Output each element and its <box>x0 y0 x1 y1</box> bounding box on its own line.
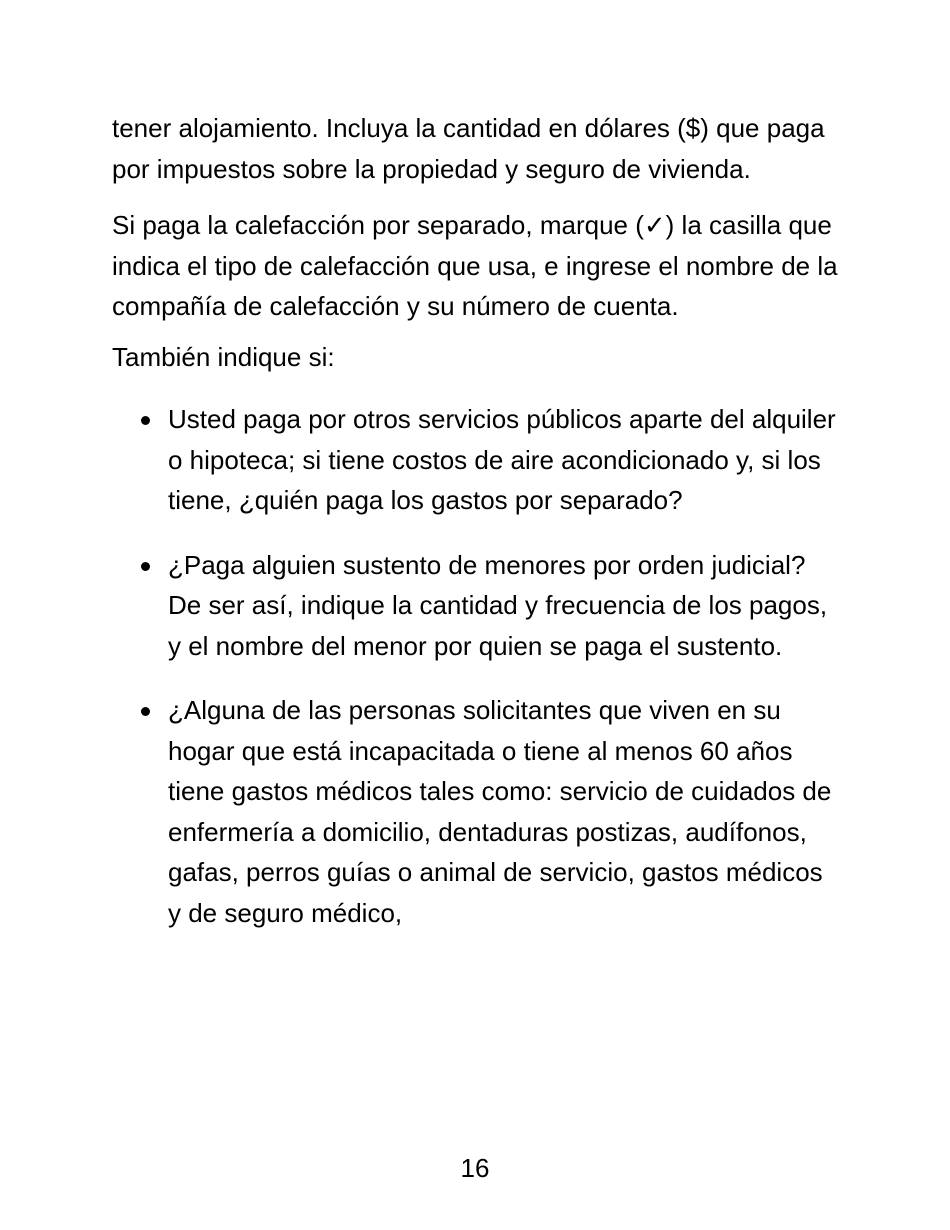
list-item-text: Usted paga por otros servicios públicos aparte del alquiler o hipoteca; si tiene costos de aire acondicionado y, si los tiene, ¿quién paga los gastos por separado? <box>168 404 836 515</box>
list-item <box>112 399 842 521</box>
list-item-text: ¿Paga alguien sustento de menores por orden judicial? De ser así, indique la cantidad y frecuencia de los pagos, y el nombre del menor por quien se paga el sustento. <box>168 549 828 661</box>
document-page <box>112 108 842 957</box>
list-item-text: ¿Alguna de las personas solicitantes que viven en su hogar que está incapacitada o tiene al menos 60 años tiene gastos médicos tales como: servicio de cuidados de enfermería a domicilio, dentaduras postizas, audífonos, gafas, perros guías o animal de servicio, gastos médicos y de seguro médico, <box>168 695 832 928</box>
bullet-icon <box>141 416 150 425</box>
paragraph-also-indicate: También indique si: <box>112 341 335 372</box>
paragraph-housing-costs: tener alojamiento. Incluya la cantidad en dólares ($) que paga por impuestos sobre la propiedad y seguro de vivienda. <box>112 113 825 184</box>
list-item <box>112 690 842 933</box>
bullet-icon <box>141 707 150 716</box>
paragraph-heating: Si paga la calefacción por separado, marque (✓) la casilla que indica el tipo de calefacción que usa, e ingrese el nombre de la compañía de calefacción y su número de cuenta. <box>112 210 838 321</box>
bullet-list <box>112 399 842 933</box>
list-item <box>112 545 842 667</box>
page-number: 16 <box>460 1153 490 1183</box>
bullet-icon <box>141 562 150 571</box>
